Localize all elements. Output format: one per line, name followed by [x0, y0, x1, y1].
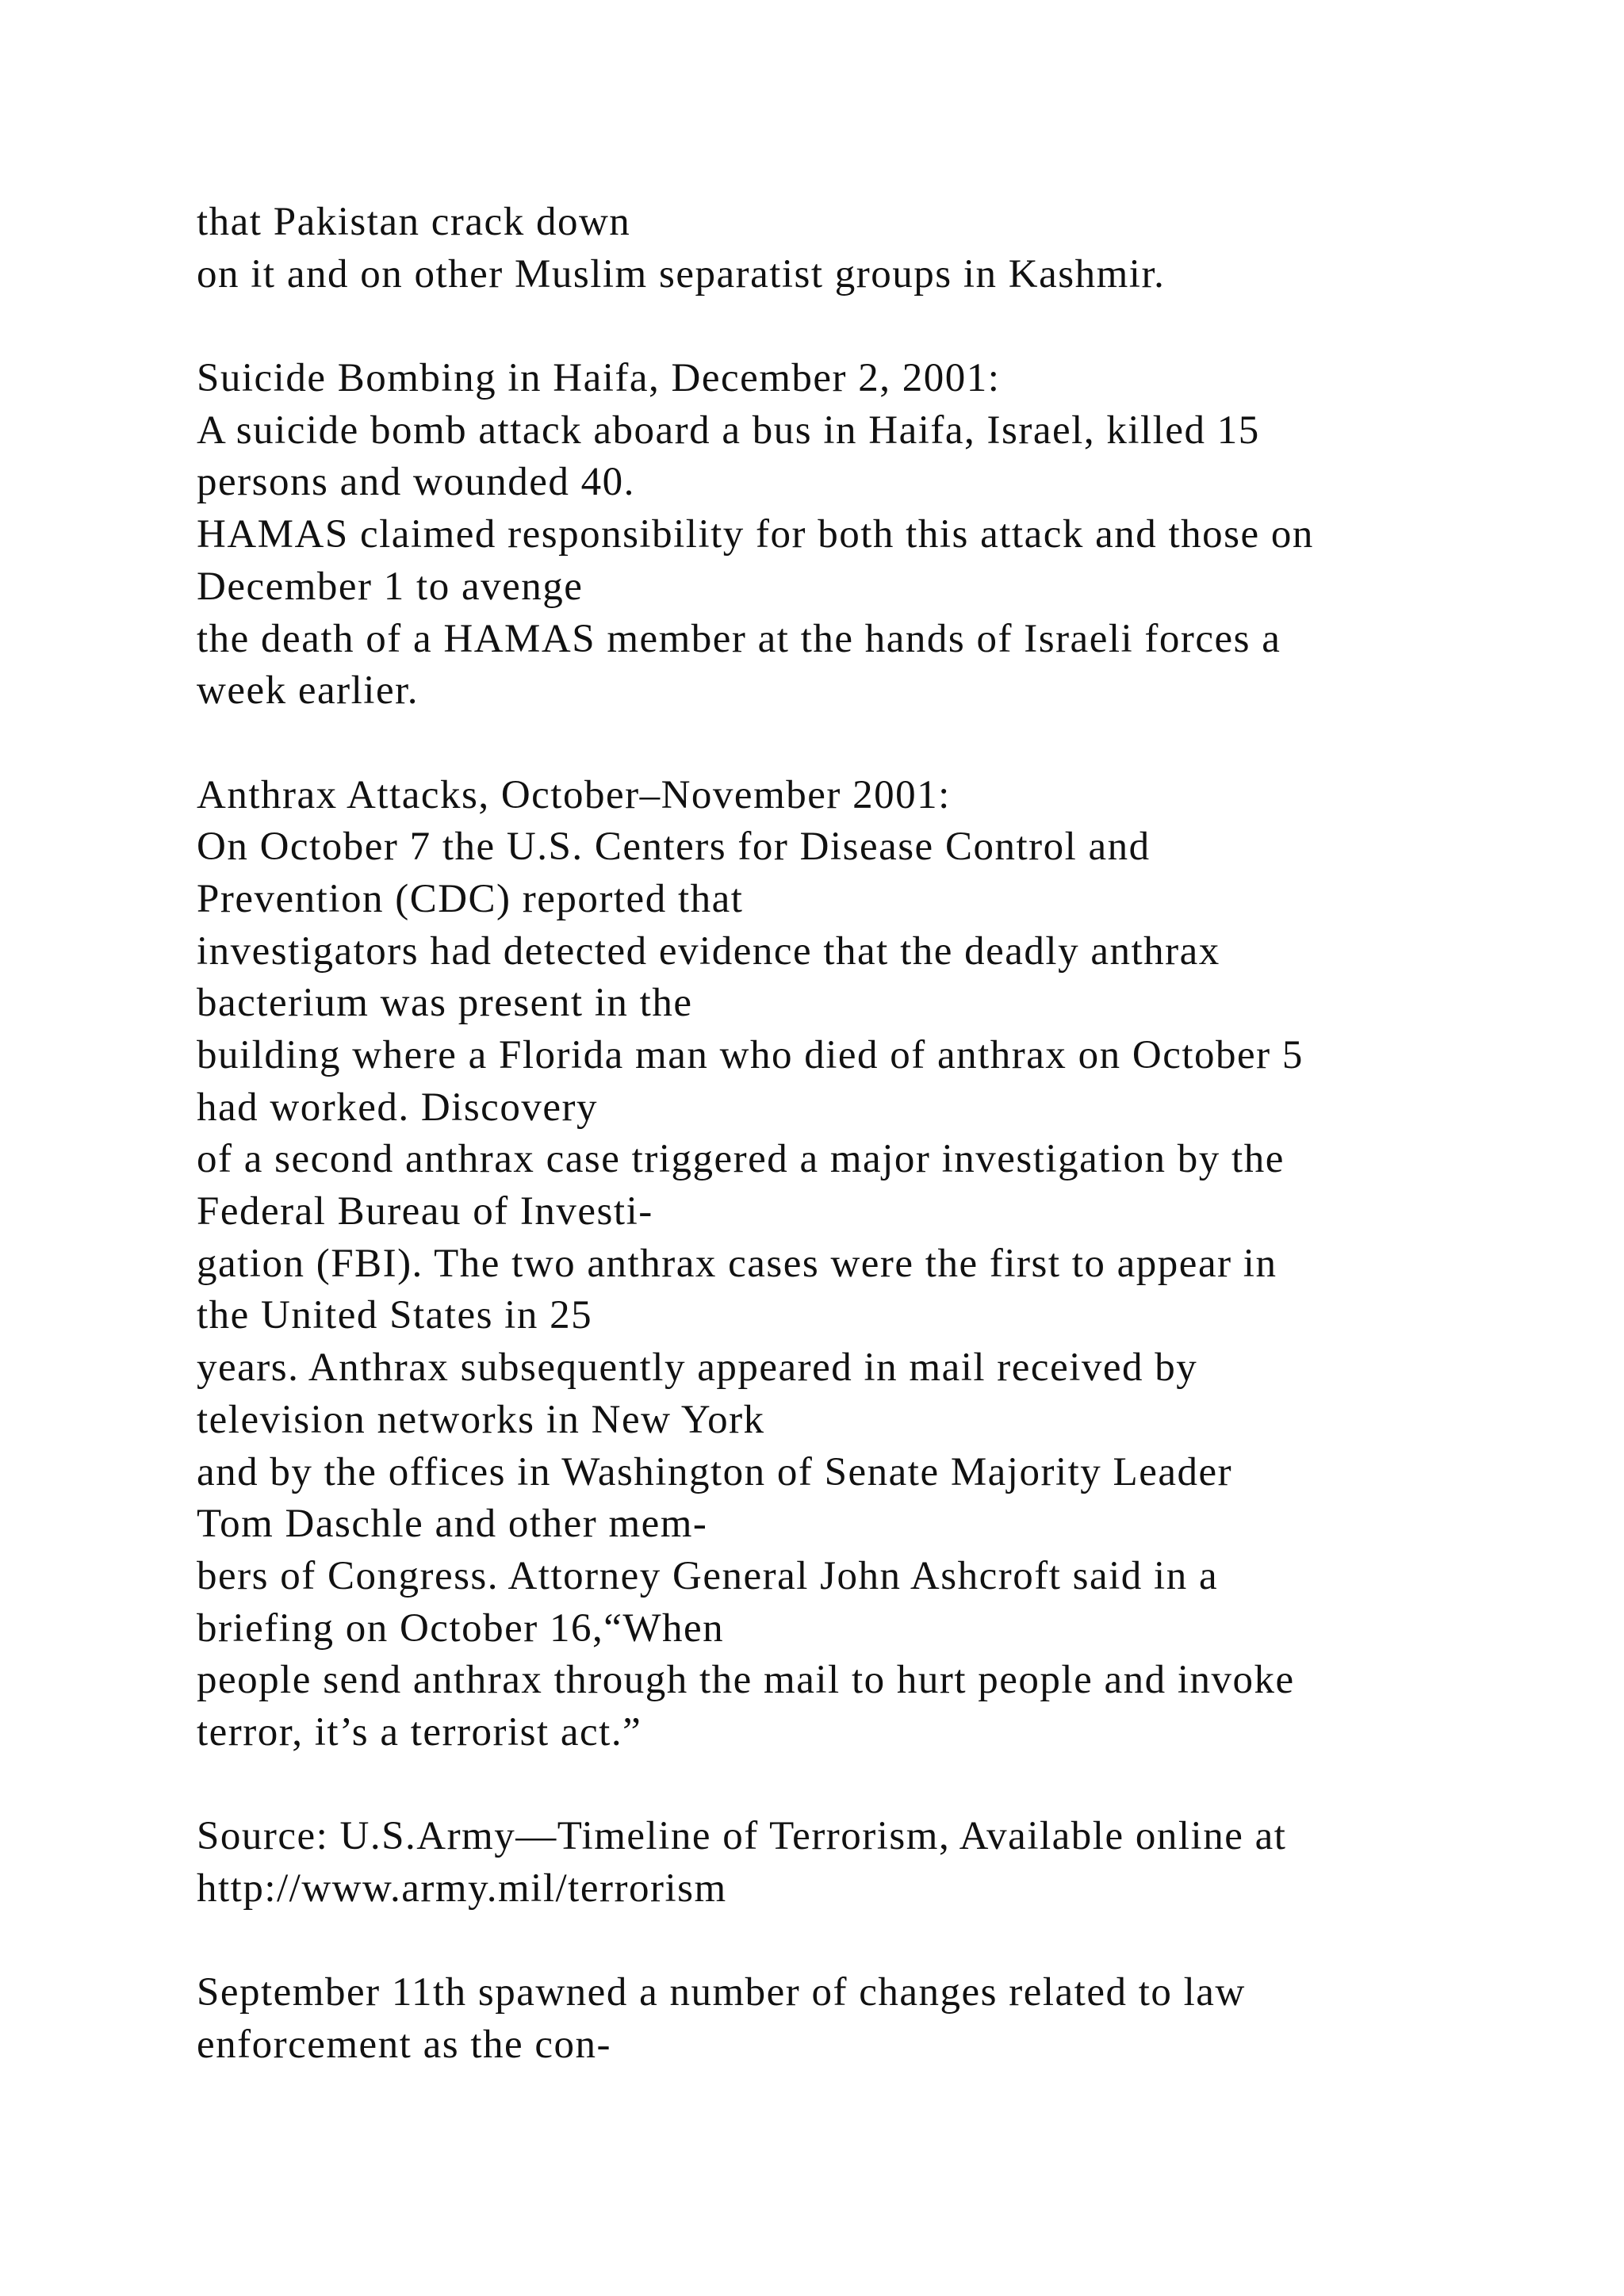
source-citation: Source: U.S.Army—Timeline of Terrorism, Available online at [197, 1814, 1287, 1859]
text-line: week earlier. [197, 668, 419, 714]
text-line: on it and on other Muslim separatist groups in Kashmir. [197, 251, 1166, 297]
document-page [197, 197, 1545, 2072]
text-line: briefing on October 16,“When [197, 1605, 725, 1651]
text-line: investigators had detected evidence that the deadly anthrax [197, 928, 1220, 974]
text-line: bers of Congress. Attorney General John Ashcroft said in a [197, 1553, 1219, 1598]
paragraph-september-11 [197, 1967, 1545, 2071]
text-line: years. Anthrax subsequently appeared in mail received by [197, 1345, 1198, 1391]
text-line: Prevention (CDC) reported that [197, 876, 744, 921]
text-line: On October 7 the U.S. Centers for Disease Control and [197, 825, 1151, 870]
paragraph-gap [197, 300, 1545, 353]
text-line: that Pakistan crack down [197, 200, 631, 244]
section-heading: Suicide Bombing in Haifa, December 2, 2001: [197, 356, 1001, 401]
paragraph-kashmir [197, 197, 1545, 300]
text-line: television networks in New York [197, 1397, 765, 1442]
text-line: people send anthrax through the mail to hurt people and invoke [197, 1658, 1295, 1703]
text-line: had worked. Discovery [197, 1085, 598, 1130]
text-line: A suicide bomb attack aboard a bus in Haifa, Israel, killed 15 [197, 408, 1260, 453]
text-line: enforcement as the con- [197, 2022, 612, 2068]
paragraph-gap [197, 1759, 1545, 1812]
text-line: the death of a HAMAS member at the hands of Israeli forces a [197, 616, 1281, 661]
paragraph-gap [197, 718, 1545, 770]
text-line: gation (FBI). The two anthrax cases were the first to appear in [197, 1241, 1277, 1286]
text-line: bacterium was present in the [197, 981, 693, 1026]
paragraph-source [197, 1811, 1545, 1915]
text-line: terror, it’s a terrorist act.” [197, 1709, 642, 1755]
section-heading: Anthrax Attacks, October–November 2001: [197, 772, 951, 817]
paragraph-haifa-bombing [197, 353, 1545, 718]
text-line: December 1 to avenge [197, 564, 584, 609]
text-line: persons and wounded 40. [197, 460, 635, 505]
text-line: Federal Bureau of Investi- [197, 1189, 653, 1234]
text-line: HAMAS claimed responsibility for both this attack and those on [197, 512, 1314, 557]
text-line: and by the offices in Washington of Senate Majority Leader [197, 1449, 1233, 1494]
text-line: of a second anthrax case triggered a major investigation by the [197, 1137, 1285, 1182]
text-line: building where a Florida man who died of anthrax on October 5 [197, 1033, 1304, 1077]
paragraph-gap [197, 1915, 1545, 1968]
text-line: September 11th spawned a number of changes related to law [197, 1970, 1246, 2015]
paragraph-anthrax-attacks [197, 770, 1545, 1759]
source-url: http://www.army.mil/terrorism [197, 1866, 727, 1911]
text-line: the United States in 25 [197, 1293, 593, 1338]
text-line: Tom Daschle and other mem- [197, 1502, 708, 1547]
